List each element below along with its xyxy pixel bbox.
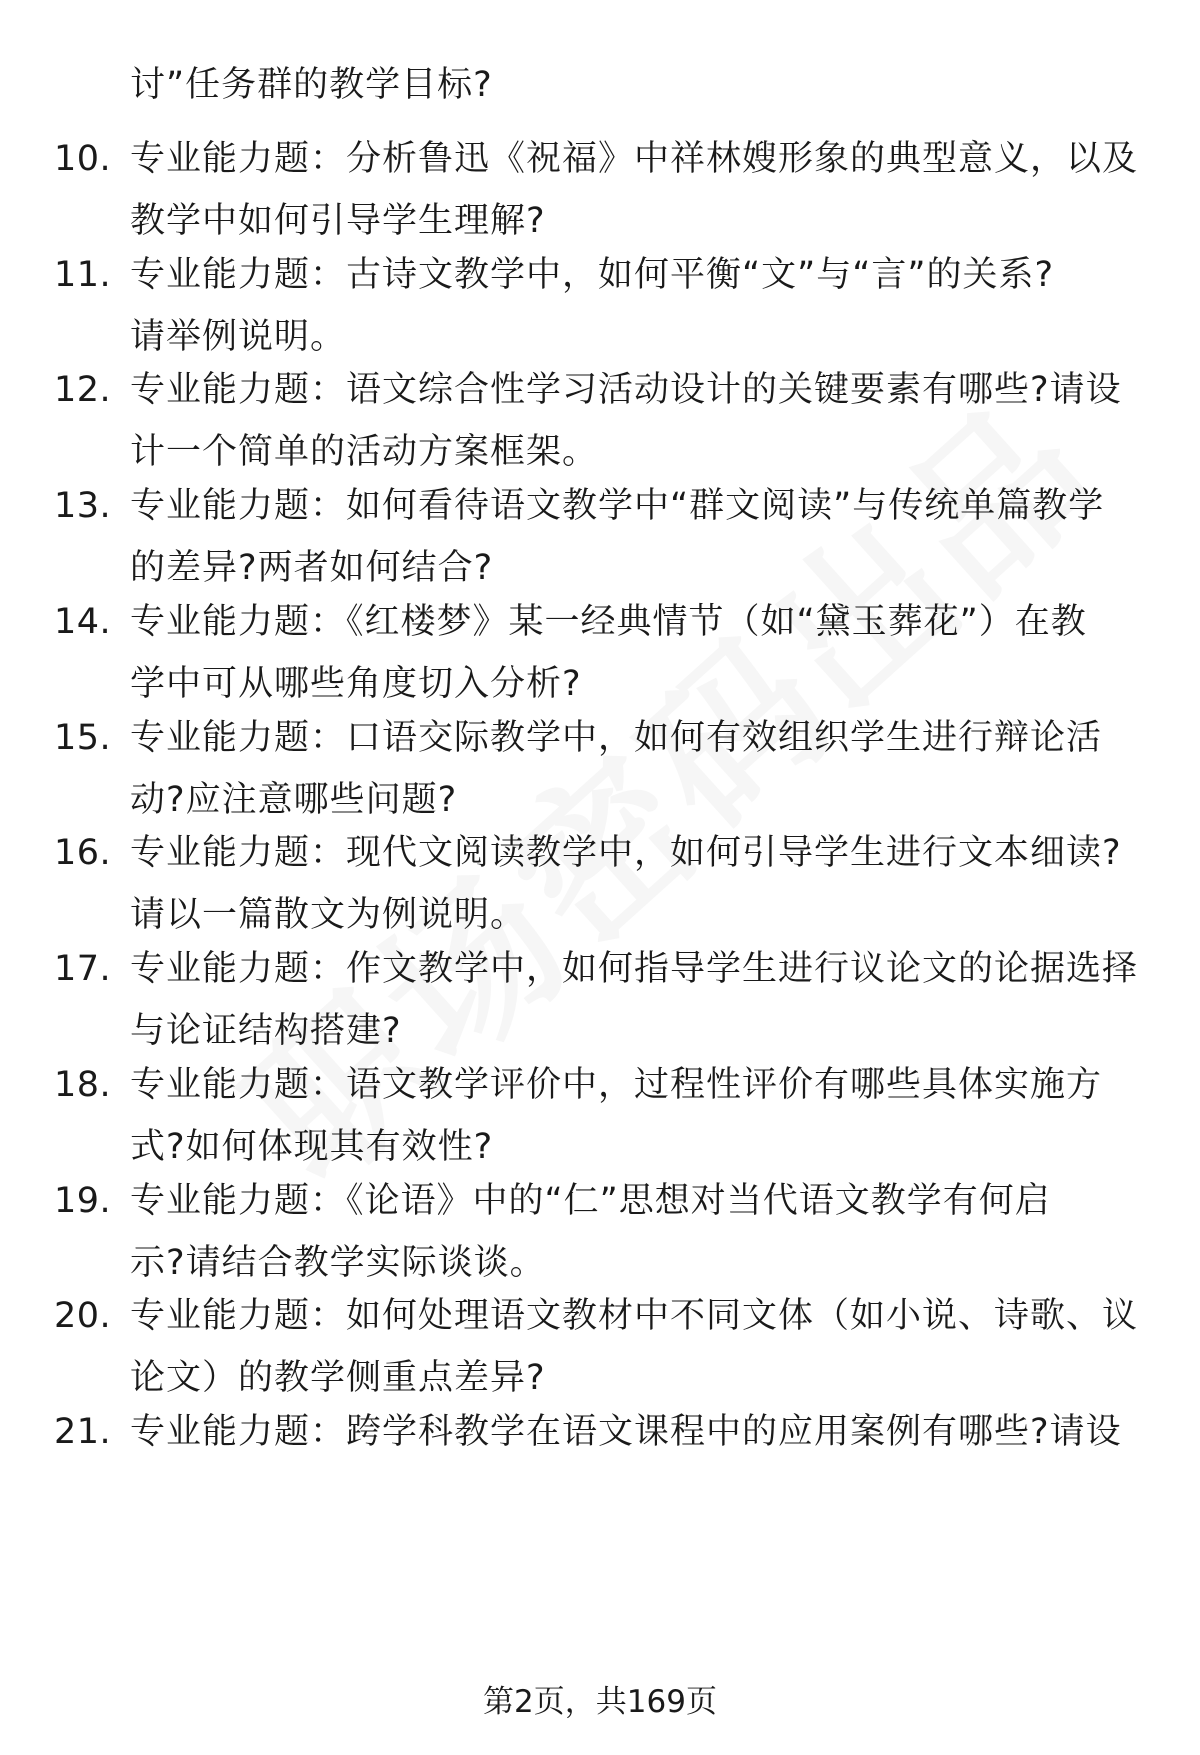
question-text-line: 式?如何体现其有效性? — [130, 1127, 494, 1167]
question-text-line: 专业能力题：现代文阅读教学中，如何引导学生进行文本细读? — [130, 833, 1122, 873]
question-number: 11. — [54, 255, 112, 295]
question-text-line: 专业能力题：如何看待语文教学中“群文阅读”与传统单篇教学 — [130, 486, 1105, 526]
question-text-line: 专业能力题：口语交际教学中，如何有效组织学生进行辩论活 — [130, 718, 1103, 758]
question-text-line: 专业能力题：分析鲁迅《祝福》中祥林嫂形象的典型意义，以及 — [130, 139, 1139, 179]
question-number: 19. — [54, 1181, 112, 1221]
question-continuation: 讨”任务群的教学目标? — [130, 65, 493, 105]
question-text-line: 学中可从哪些角度切入分析? — [130, 664, 582, 704]
question-text-line: 计一个简单的活动方案框架。 — [130, 432, 599, 472]
question-text-line: 的差异?两者如何结合? — [130, 548, 494, 588]
question-number: 17. — [54, 949, 112, 989]
question-text-line: 专业能力题：《论语》中的“仁”思想对当代语文教学有何启 — [130, 1181, 1051, 1221]
question-text-line: 专业能力题：跨学科教学在语文课程中的应用案例有哪些?请设 — [130, 1412, 1122, 1452]
question-text-line: 专业能力题：语文综合性学习活动设计的关键要素有哪些?请设 — [130, 370, 1122, 410]
question-text-line: 专业能力题：《红楼梦》某一经典情节（如“黛玉葬花”）在教 — [130, 602, 1087, 642]
question-text-line: 示?请结合教学实际谈谈。 — [130, 1243, 546, 1283]
question-number: 15. — [54, 718, 112, 758]
question-number: 10. — [54, 139, 112, 179]
question-text-line: 专业能力题：如何处理语文教材中不同文体（如小说、诗歌、议 — [130, 1296, 1139, 1336]
question-text-line: 专业能力题：作文教学中，如何指导学生进行议论文的论据选择 — [130, 949, 1139, 989]
question-number: 12. — [54, 370, 112, 410]
page-number-footer: 第2页，共169页 — [483, 1684, 717, 1720]
question-number: 18. — [54, 1065, 112, 1105]
question-text-line: 专业能力题：语文教学评价中，过程性评价有哪些具体实施方 — [130, 1065, 1103, 1105]
question-text-line: 动?应注意哪些问题? — [130, 780, 458, 820]
question-number: 21. — [54, 1412, 112, 1452]
question-text-line: 与论证结构搭建? — [130, 1011, 402, 1051]
question-number: 14. — [54, 602, 112, 642]
question-text-line: 专业能力题：古诗文教学中，如何平衡“文”与“言”的关系? — [130, 255, 1055, 295]
question-text-line: 请以一篇散文为例说明。 — [130, 895, 527, 935]
question-text-line: 教学中如何引导学生理解? — [130, 201, 546, 241]
question-text-line: 论文）的教学侧重点差异? — [130, 1358, 546, 1398]
question-number: 20. — [54, 1296, 112, 1336]
question-number: 16. — [54, 833, 112, 873]
question-text-line: 请举例说明。 — [130, 317, 347, 357]
question-number: 13. — [54, 486, 112, 526]
